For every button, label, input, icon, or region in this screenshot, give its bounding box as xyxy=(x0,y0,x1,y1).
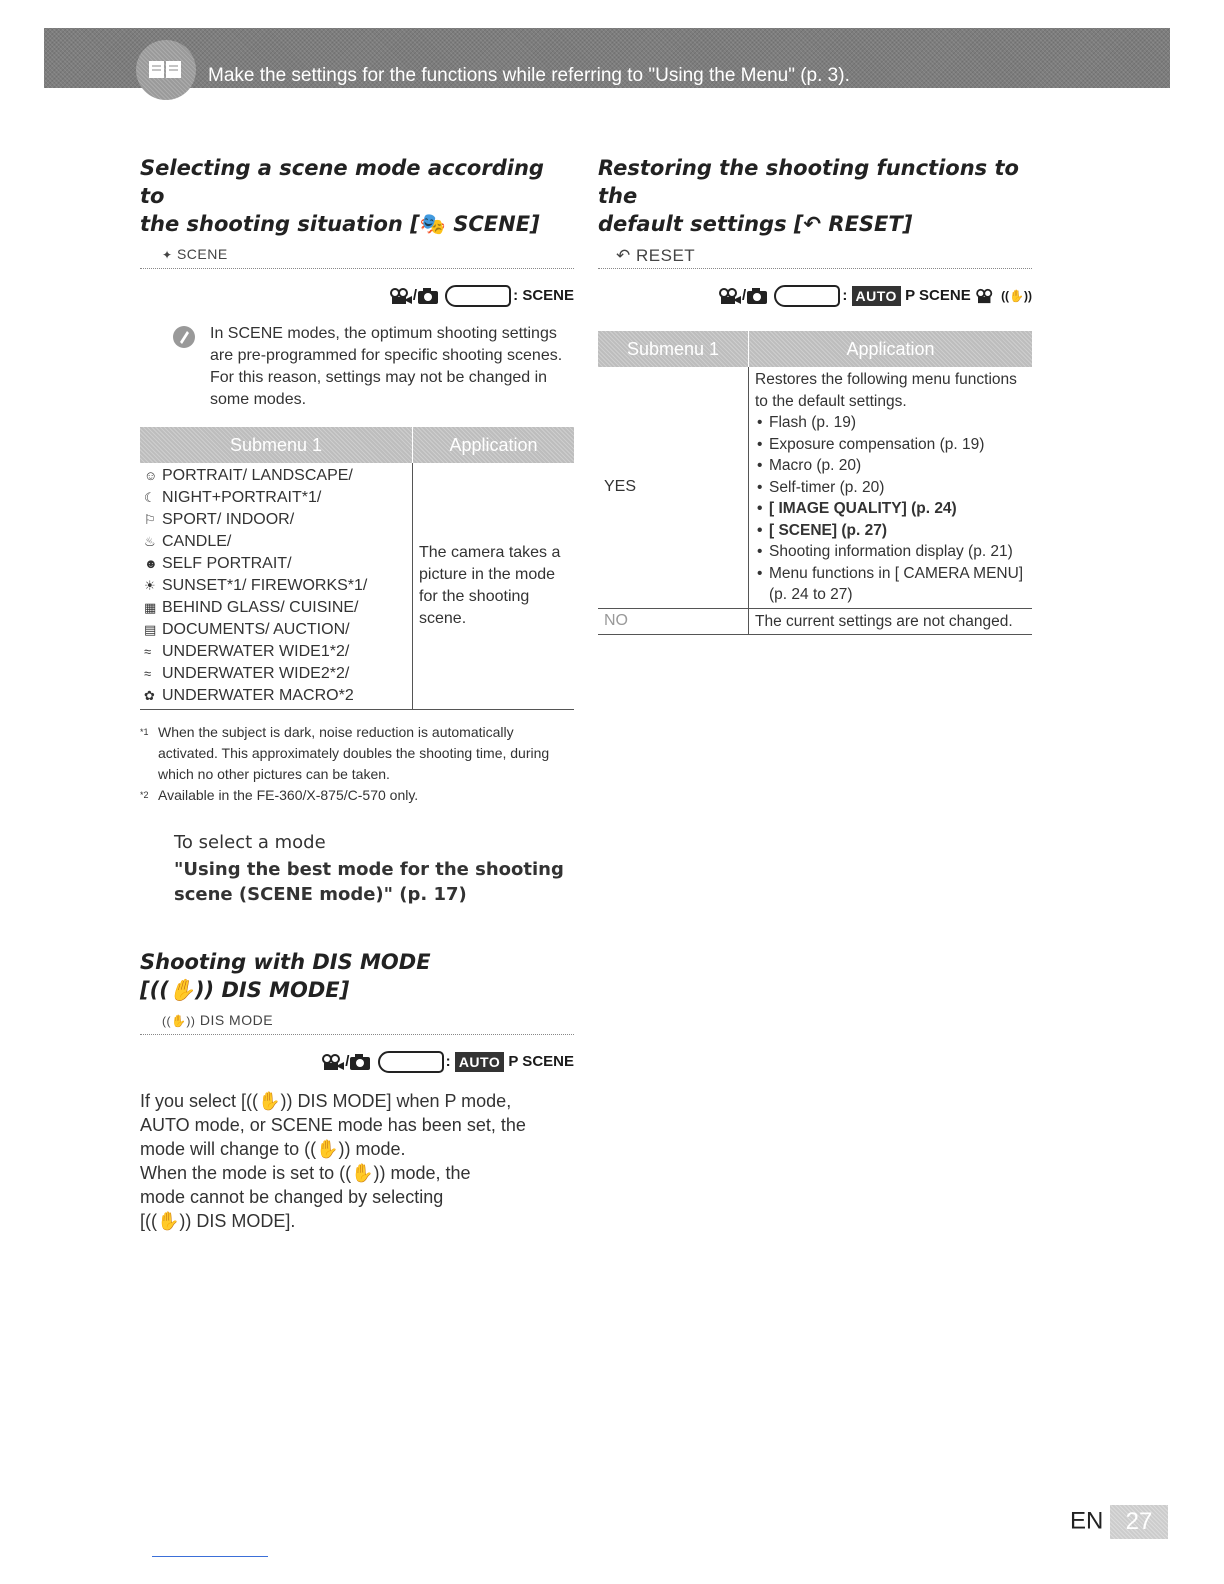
footnotes xyxy=(140,722,574,806)
select-mode-ref: "Using the best mode for the shooting scene (SCENE mode)" (p. 17) xyxy=(174,859,564,905)
page-number: EN 27 xyxy=(1070,1505,1168,1539)
auto-badge: AUTO xyxy=(852,286,901,306)
menu-path: ✦ SCENE xyxy=(140,246,574,269)
underwater-macro-icon: ✿ xyxy=(144,688,155,703)
portrait-icon: ☺ xyxy=(144,468,158,483)
note-icon xyxy=(172,325,196,349)
movie-icon xyxy=(321,1053,345,1071)
table-header: Application xyxy=(749,331,1033,367)
applicable-modes: / : SCENE xyxy=(140,281,574,311)
scene-note: In SCENE modes, the optimum shooting settings are pre-programmed for specific shooting scenes. For this reason, settings may not be changed in some modes. xyxy=(140,323,574,411)
camera-icon xyxy=(349,1053,371,1071)
option-no: NO xyxy=(598,608,749,635)
menu-path: ↶ RESET xyxy=(598,246,1032,269)
book-icon xyxy=(148,58,182,80)
applicable-modes: / : AUTO P SCENE ((✋)) xyxy=(598,281,1032,311)
footer-rule xyxy=(152,1556,268,1557)
select-mode-box xyxy=(140,830,574,907)
movie-icon xyxy=(718,287,742,305)
scene-heading: Selecting a scene mode according to the shooting situation [🎭 SCENE] xyxy=(140,156,544,236)
no-application: The current settings are not changed. xyxy=(749,608,1033,635)
select-mode-title: To select a mode xyxy=(174,832,326,853)
mode-dial-icon xyxy=(445,285,511,307)
dis-heading: Shooting with DIS MODE [((✋)) DIS MODE] xyxy=(140,950,431,1002)
underwater-wide2-icon: ≈ xyxy=(144,666,152,681)
camera-icon xyxy=(746,287,768,305)
footnote: *1 When the subject is dark, noise reduction is automatically activated. This approximately doubles the shooting time, during which no other pictures can be taken. xyxy=(140,724,550,782)
dis-mode-icon: ((✋)) xyxy=(162,1014,196,1028)
yes-application: Restores the following menu functions to the default settings. • Flash (p. 19) • Exposure compensation (p. 19) • Macro (p. 20) • Self-timer (p. 20) • [ IMAGE QUALITY] (p. 24) • [ SCENE] (p. 27) • Shooting information display (p. 21) • Menu functions in [ CAMERA MENU] (p. 24 to 27) xyxy=(749,367,1033,608)
underwater-wide1-icon: ≈ xyxy=(144,644,152,659)
sunset-icon: ☀ xyxy=(144,578,156,593)
documents-icon: ▤ xyxy=(144,622,157,637)
reset-submenu-table xyxy=(598,331,1032,635)
sport-icon: ⚐ xyxy=(144,512,156,527)
scene-submenu-table xyxy=(140,427,574,710)
dis-section xyxy=(140,948,574,1233)
applicable-modes: / : AUTO P SCENE xyxy=(140,1047,574,1077)
option-yes: YES xyxy=(598,367,749,608)
candle-icon: ♨ xyxy=(144,534,156,549)
dis-body: If you select [((✋)) DIS MODE] when P mode, AUTO mode, or SCENE mode has been set, the mode will change to ((✋)) mode. When the mode is set to ((✋)) mode, the mode cannot be changed by selecting [((✋)) DIS MODE]. xyxy=(140,1091,526,1231)
mode-dial-icon xyxy=(378,1051,444,1073)
reset-heading: Restoring the shooting functions to the default settings [↶ RESET] xyxy=(598,156,1019,236)
movie-icon xyxy=(975,288,997,304)
table-header: Application xyxy=(413,427,575,463)
menu-path: ((✋)) DIS MODE xyxy=(140,1012,574,1035)
table-header: Submenu 1 xyxy=(140,427,413,463)
night-portrait-icon: ☾ xyxy=(144,490,156,505)
dis-mode-icon: ((✋)) xyxy=(1001,289,1032,303)
application-text: The camera takes a picture in the mode for the shooting scene. xyxy=(413,463,575,710)
movie-icon xyxy=(389,287,413,305)
reset-section xyxy=(598,154,1032,635)
reset-path-icon: ↶ xyxy=(616,246,631,265)
scene-mode-icon: ✦ xyxy=(162,248,173,262)
behind-glass-icon: ▦ xyxy=(144,600,157,615)
table-header: Submenu 1 xyxy=(598,331,749,367)
camera-icon xyxy=(417,287,439,305)
banner-text: Make the settings for the functions while referring to "Using the Menu" (p. 3). xyxy=(208,65,850,86)
scene-icon: 🎭 xyxy=(419,212,446,236)
reset-icon: ↶ xyxy=(803,212,822,236)
submenu-options: ☺ PORTRAIT/ LANDSCAPE/ ☾ NIGHT+PORTRAIT*1/ ⚐ SPORT/ INDOOR/ ♨ CANDLE/ ☻ SELF PORTRAIT/ ☀ SUNSET*1/ FIREWORKS*1/ ▦ BEHIND GLASS/ CUISINE/ ▤ DOCUMENTS/ AUCTION/ ≈ UNDERWATER WIDE1*2/ ≈ UNDERWATER WIDE2*2/ ✿ UNDERWATER MACRO*2 xyxy=(140,463,413,710)
footnote: *2 Available in the FE-360/X-875/C-570 only. xyxy=(140,787,419,803)
scene-section xyxy=(140,154,574,907)
self-portrait-icon: ☻ xyxy=(144,556,158,571)
mode-dial-icon xyxy=(774,285,840,307)
auto-badge: AUTO xyxy=(455,1052,504,1072)
